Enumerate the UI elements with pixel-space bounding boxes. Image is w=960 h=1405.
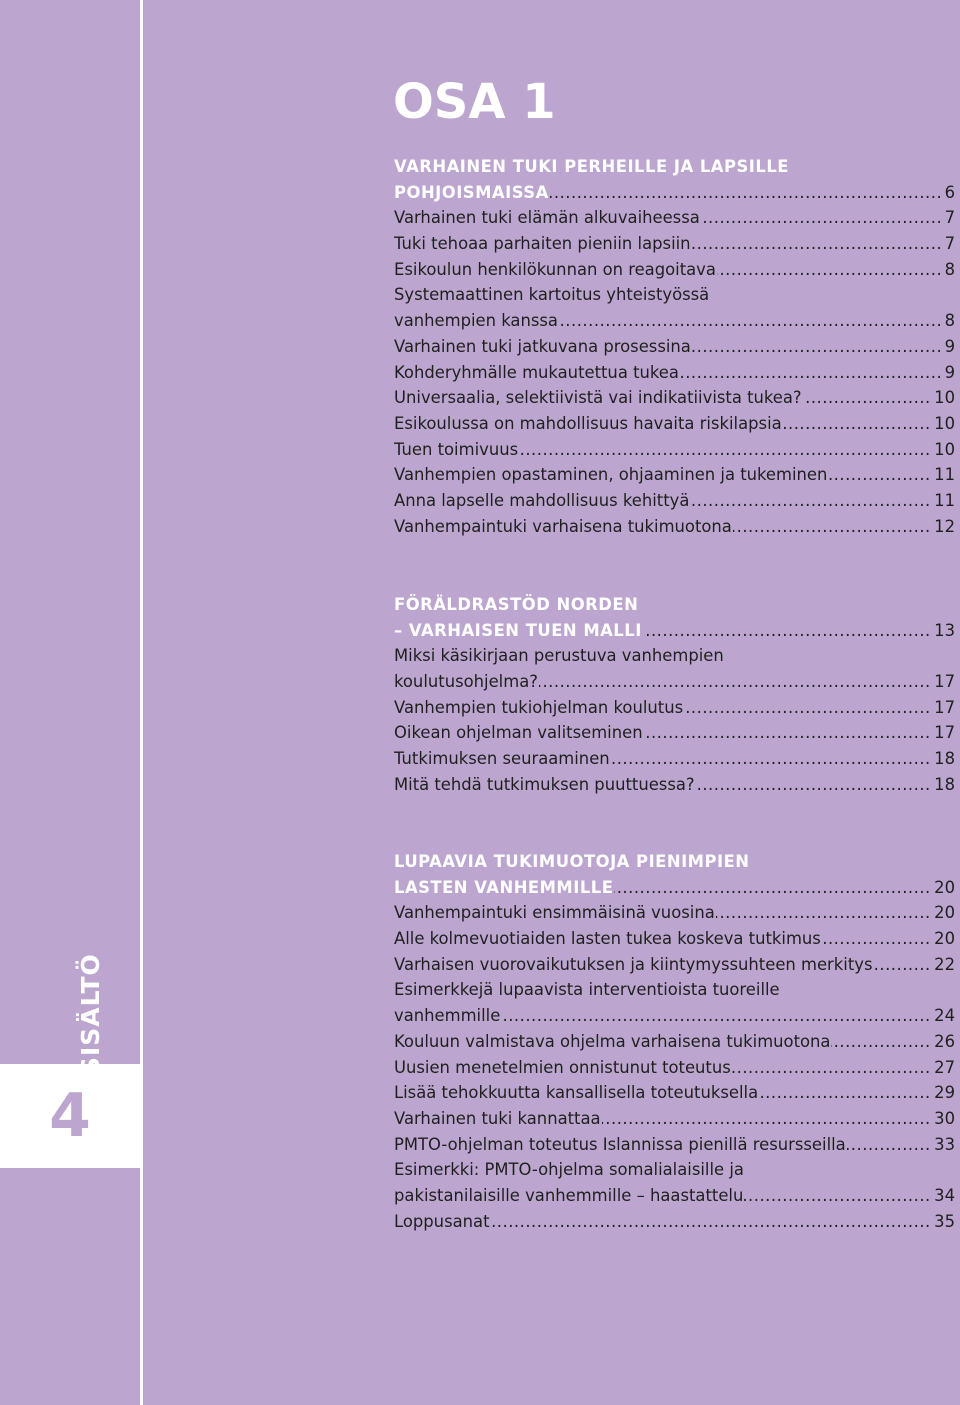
- toc-entry-page: 10: [931, 411, 955, 437]
- toc-entry: [394, 1055, 955, 1081]
- toc-entry-title: Varhainen tuki kannattaa: [394, 1108, 601, 1128]
- toc-entry-page: 33: [931, 1132, 955, 1158]
- toc-entry: [394, 669, 955, 695]
- toc-entry: [394, 360, 955, 386]
- toc-heading: [394, 875, 955, 901]
- toc-entry-title: Tuen toimivuus: [394, 439, 519, 459]
- toc-entry-title: pakistanilaisille vanhemmille – haastattelu: [394, 1185, 744, 1205]
- toc-entry-page: 13: [931, 618, 955, 644]
- toc-entry-title: Vanhempien tukiohjelman koulutus: [394, 697, 684, 717]
- toc-entry-page: 22: [931, 952, 955, 978]
- toc-entry-title: Esikoulussa on mahdollisuus havaita riskilapsia: [394, 413, 782, 433]
- toc-entry-title: Vanhempaintuki ensimmäisinä vuosina: [394, 903, 715, 923]
- toc-entry: [394, 1106, 955, 1132]
- toc-entry-title: POHJOISMAISSA: [394, 182, 549, 202]
- sidebar: [0, 0, 143, 1405]
- toc-entry-page: 18: [931, 772, 955, 798]
- sidebar-title: SISÄLTÖ: [76, 953, 105, 1075]
- toc-entry-title: – VARHAISEN TUEN MALLI: [394, 620, 642, 640]
- toc-entry-page: 34: [931, 1183, 955, 1209]
- toc-entry-title: Tuki tehoaa parhaiten pieniin lapsiin: [394, 234, 691, 254]
- toc-entry-page: 9: [942, 334, 955, 360]
- toc-entry-title: Mitä tehdä tutkimuksen puuttuessa?: [394, 774, 695, 794]
- toc-heading: [394, 592, 955, 618]
- toc-section-1: [394, 154, 955, 539]
- toc-entry: [394, 720, 955, 746]
- toc-entry: [394, 1003, 955, 1029]
- toc-heading: [394, 154, 955, 180]
- toc-entry-page: 26: [931, 1029, 955, 1055]
- toc-entry-title: Kohderyhmälle mukautettua tukea: [394, 362, 679, 382]
- toc-entry-title: FÖRÄLDRASTÖD NORDEN: [394, 595, 639, 614]
- toc-entry-page: 7: [942, 205, 955, 231]
- toc-entry-page: 27: [931, 1055, 955, 1081]
- toc-entry-page: 29: [931, 1080, 955, 1106]
- toc-entry-page: 18: [931, 746, 955, 772]
- toc-entry-title: Vanhempaintuki varhaisena tukimuotona: [394, 516, 732, 536]
- toc-entry-page: 10: [931, 437, 955, 463]
- toc-entry-title: Universaalia, selektiivistä vai indikatiivista tukea?: [394, 388, 802, 408]
- toc-heading: [394, 849, 955, 875]
- toc-entry-title: Alle kolmevuotiaiden lasten tukea koskeva tutkimus: [394, 929, 821, 949]
- toc-entry-title: Esimerkkejä lupaavista interventioista tuoreille: [394, 980, 780, 1000]
- toc-entry: [394, 1132, 955, 1158]
- toc-entry-title: Tutkimuksen seuraaminen: [394, 749, 610, 769]
- toc-entry: [394, 308, 955, 334]
- toc-entry-page: 20: [931, 875, 955, 901]
- toc-heading: [394, 618, 955, 644]
- toc-entry: [394, 643, 955, 669]
- toc-entry-page: 6: [942, 180, 955, 206]
- toc-entry: [394, 746, 955, 772]
- toc-entry: [394, 977, 955, 1003]
- toc-entry-page: 7: [942, 231, 955, 257]
- toc-entry: [394, 437, 955, 463]
- toc-entry-title: koulutusohjelma?: [394, 672, 538, 692]
- toc-entry-title: LUPAAVIA TUKIMUOTOJA PIENIMPIEN: [394, 852, 750, 871]
- toc-entry-page: 30: [931, 1106, 955, 1132]
- toc-entry-page: 9: [942, 360, 955, 386]
- toc-entry-title: Miksi käsikirjaan perustuva vanhempien: [394, 646, 724, 666]
- toc-entry: [394, 1080, 955, 1106]
- toc-entry-page: 17: [931, 669, 955, 695]
- toc-section-3: [394, 849, 955, 1234]
- toc-entry: [394, 772, 955, 798]
- toc-section-2: [394, 592, 955, 798]
- part-title: OSA 1: [393, 74, 556, 130]
- toc-entry-page: 17: [931, 720, 955, 746]
- toc-entry: [394, 1157, 955, 1183]
- toc-entry: [394, 462, 955, 488]
- toc-entry-page: 35: [931, 1209, 955, 1235]
- toc-entry: [394, 514, 955, 540]
- toc-entry-title: Anna lapselle mahdollisuus kehittyä: [394, 490, 690, 510]
- toc-entry-title: Kouluun valmistava ohjelma varhaisena tukimuotona: [394, 1031, 831, 1051]
- toc-entry: [394, 385, 955, 411]
- toc-entry: [394, 411, 955, 437]
- toc-entry: [394, 257, 955, 283]
- toc-entry-title: Varhainen tuki elämän alkuvaiheessa: [394, 208, 700, 228]
- toc-entry: [394, 900, 955, 926]
- toc-entry: [394, 282, 955, 308]
- toc-entry-page: 10: [931, 385, 955, 411]
- toc-entry-page: 8: [942, 257, 955, 283]
- toc-entry-title: Systemaattinen kartoitus yhteistyössä: [394, 285, 710, 305]
- toc-heading: [394, 180, 955, 206]
- toc-entry-page: 20: [931, 900, 955, 926]
- toc-entry-title: Esimerkki: PMTO-ohjelma somalialaisille ja: [394, 1160, 744, 1180]
- toc-entry-title: VARHAINEN TUKI PERHEILLE JA LAPSILLE: [394, 157, 789, 176]
- toc-entry-page: 24: [931, 1003, 955, 1029]
- toc-entry-title: vanhempien kanssa: [394, 311, 558, 331]
- toc-entry: [394, 205, 955, 231]
- toc-entry-title: Uusien menetelmien onnistunut toteutus: [394, 1057, 731, 1077]
- toc-entry-title: PMTO-ohjelman toteutus Islannissa pienillä resursseilla: [394, 1134, 846, 1154]
- toc-entry-page: 12: [931, 514, 955, 540]
- toc-entry: [394, 952, 955, 978]
- toc-entry-title: Lisää tehokkuutta kansallisella toteutuksella: [394, 1083, 759, 1103]
- toc-entry-title: Vanhempien opastaminen, ohjaaminen ja tukeminen: [394, 465, 828, 485]
- toc-entry: [394, 488, 955, 514]
- toc-entry: [394, 334, 955, 360]
- toc-entry-page: 11: [931, 462, 955, 488]
- toc-entry-page: 11: [931, 488, 955, 514]
- toc-entry-page: 20: [931, 926, 955, 952]
- toc-entry-page: 8: [942, 308, 955, 334]
- toc-entry: [394, 1209, 955, 1235]
- toc-entry: [394, 1029, 955, 1055]
- toc-entry-page: 17: [931, 695, 955, 721]
- toc-entry-title: vanhemmille: [394, 1006, 501, 1026]
- toc-entry: [394, 231, 955, 257]
- toc-entry-title: LASTEN VANHEMMILLE: [394, 877, 614, 897]
- toc-entry: [394, 695, 955, 721]
- toc-entry-title: Varhainen tuki jatkuvana prosessina: [394, 336, 691, 356]
- toc-entry-title: Esikoulun henkilökunnan on reagoitava: [394, 259, 716, 279]
- page-number: 4: [49, 1081, 91, 1151]
- toc-entry: [394, 926, 955, 952]
- toc-entry-title: Loppusanat: [394, 1211, 490, 1231]
- toc-entry: [394, 1183, 955, 1209]
- toc-entry-title: Varhaisen vuorovaikutuksen ja kiintymyssuhteen merkitys: [394, 954, 873, 974]
- toc-entry-title: Oikean ohjelman valitseminen: [394, 723, 643, 743]
